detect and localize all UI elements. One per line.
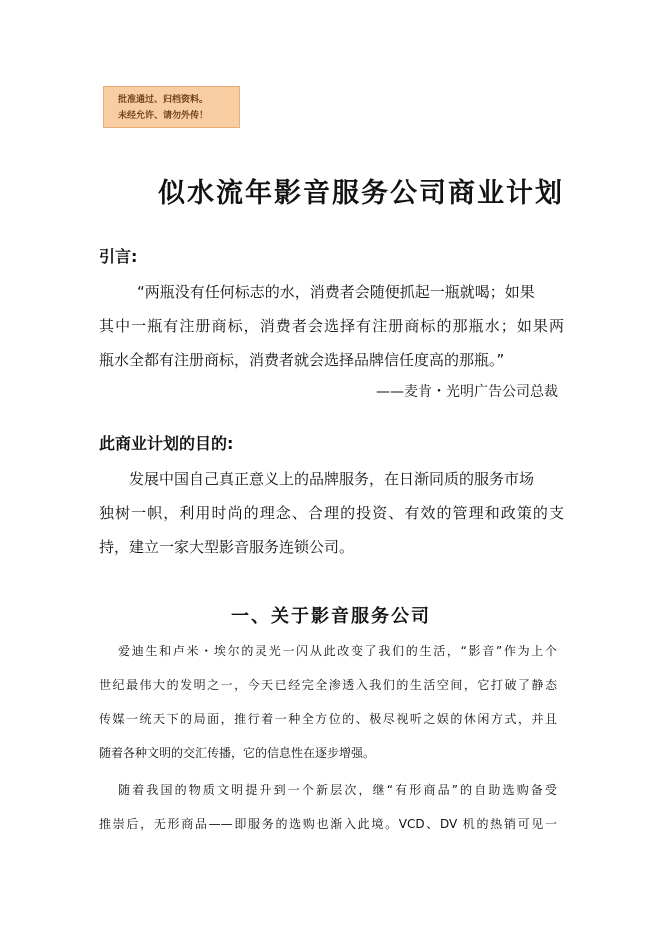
purpose-heading: 此商业计划的目的: xyxy=(99,434,234,453)
paragraph-line: 推崇后，无形商品——即服务的选购也渐入此境。VCD、DV 机的热销可见一 xyxy=(99,817,557,831)
section-paragraph-1 xyxy=(99,641,557,777)
purpose-paragraph xyxy=(99,462,564,564)
purpose-line: 发展中国自己真正意义上的品牌服务，在日渐同质的服务市场 xyxy=(129,470,535,488)
paragraph-line: 随着我国的物质文明提升到一个新层次，继“有形商品”的自助选购备受 xyxy=(118,783,557,797)
document-title: 似水流年影音服务公司商业计划 xyxy=(158,178,564,209)
approval-note-line1: 批准通过、归档资料。 xyxy=(118,95,209,105)
approval-note-line2: 未经允许、请勿外传！ xyxy=(118,111,209,121)
intro-quote-line: 瓶水全都有注册商标，消费者就会选择品牌信任度高的那瓶。” xyxy=(99,351,505,369)
purpose-line: 持，建立一家大型影音服务连锁公司。 xyxy=(99,538,355,556)
paragraph-line: 传媒一统天下的局面，推行着一种全方位的、极尽视听之娱的休闲方式，并且 xyxy=(99,712,557,726)
intro-quote xyxy=(99,275,564,377)
quote-attribution: ——麦肯・光明广告公司总裁 xyxy=(376,384,558,400)
intro-quote-line: “两瓶没有任何标志的水，消费者会随便抓起一瓶就喝；如果 xyxy=(137,283,535,301)
intro-quote-line: 其中一瓶有注册商标，消费者会选择有注册商标的那瓶水；如果两 xyxy=(99,317,564,335)
paragraph-line: 爱迪生和卢米・埃尔的灵光一闪从此改变了我们的生活，“影音”作为上个 xyxy=(118,644,557,658)
intro-heading: 引言: xyxy=(99,247,138,266)
paragraph-line: 世纪最伟大的发明之一，今天已经完全渗透入我们的生活空间，它打破了静态 xyxy=(99,678,557,692)
section-paragraph-2 xyxy=(99,780,557,848)
purpose-line: 独树一帜，利用时尚的理念、合理的投资、有效的管理和政策的支 xyxy=(99,504,564,522)
paragraph-line: 随着各种文明的交汇传播，它的信息性在逐步增强。 xyxy=(99,746,376,760)
approval-note xyxy=(103,86,240,128)
section-heading: 一、关于影音服务公司 xyxy=(231,606,431,627)
